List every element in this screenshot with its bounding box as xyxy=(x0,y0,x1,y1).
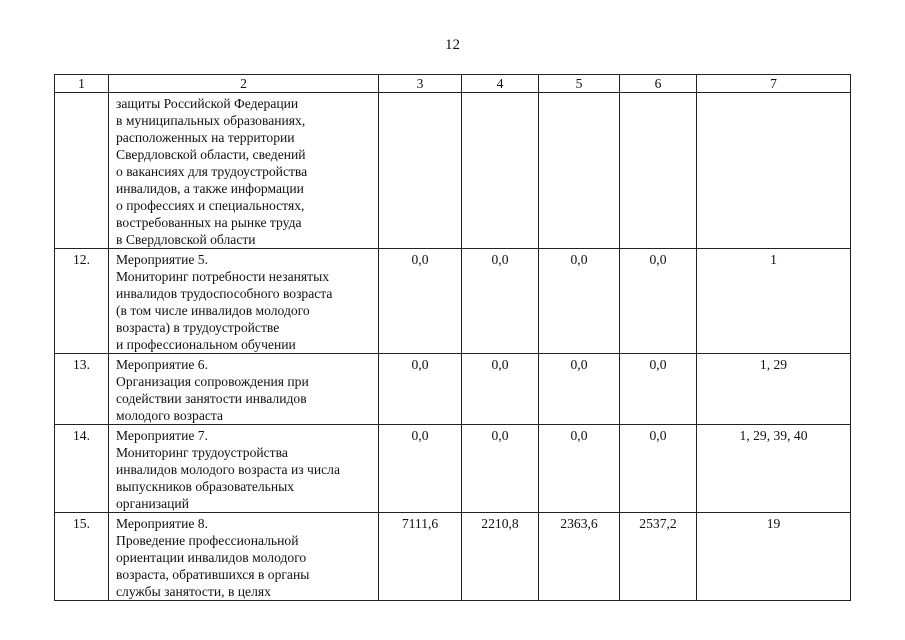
description-line: и профессиональном обучении xyxy=(116,337,296,352)
value-cell-col4 xyxy=(462,93,539,249)
value-cell-col4: 0,0 xyxy=(462,425,539,513)
page-number: 12 xyxy=(445,37,460,53)
header-cell-1: 1 xyxy=(55,75,109,93)
activity-description xyxy=(109,425,379,513)
row-number: 15. xyxy=(55,513,109,601)
header-cell-6: 6 xyxy=(620,75,697,93)
program-table xyxy=(54,74,851,601)
description-line: Мероприятие 7. xyxy=(116,428,208,443)
value-cell-col3: 7111,6 xyxy=(379,513,462,601)
row-number: 12. xyxy=(55,249,109,354)
value-cell-col3: 0,0 xyxy=(379,249,462,354)
description-line: организаций xyxy=(116,496,189,511)
value-cell-col6: 0,0 xyxy=(620,249,697,354)
description-line: востребованных на рынке труда xyxy=(116,215,302,230)
description-line: выпускников образовательных xyxy=(116,479,295,494)
row-number: 14. xyxy=(55,425,109,513)
description-line: инвалидов, а также информации xyxy=(116,181,304,196)
value-cell-col5 xyxy=(539,93,620,249)
activity-description xyxy=(109,249,379,354)
value-cell-col4: 0,0 xyxy=(462,249,539,354)
activity-description xyxy=(109,93,379,249)
description-line: защиты Российской Федерации xyxy=(116,96,299,111)
description-line: расположенных на территории xyxy=(116,130,295,145)
description-line: Организация сопровождения при xyxy=(116,374,309,389)
header-cell-4: 4 xyxy=(462,75,539,93)
description-line: Свердловской области, сведений xyxy=(116,147,306,162)
table-row xyxy=(55,425,851,513)
description-line: ориентации инвалидов молодого xyxy=(116,550,307,565)
description-line: содействии занятости инвалидов xyxy=(116,391,307,406)
description-line: инвалидов трудоспособного возраста xyxy=(116,286,333,301)
value-cell-col5: 0,0 xyxy=(539,249,620,354)
description-line: Мониторинг потребности незанятых xyxy=(116,269,330,284)
value-cell-col6: 0,0 xyxy=(620,354,697,425)
row-number: 13. xyxy=(55,354,109,425)
reference-cell xyxy=(697,93,851,249)
description-line: (в том числе инвалидов молодого xyxy=(116,303,310,318)
description-line: Проведение профессиональной xyxy=(116,533,299,548)
value-cell-col4: 0,0 xyxy=(462,354,539,425)
value-cell-col5: 0,0 xyxy=(539,354,620,425)
activity-description xyxy=(109,513,379,601)
table-header-row xyxy=(55,75,851,93)
description-line: в муниципальных образованиях, xyxy=(116,113,306,128)
description-line: Мероприятие 6. xyxy=(116,357,208,372)
value-cell-col5: 2363,6 xyxy=(539,513,620,601)
description-line: о вакансиях для трудоустройства xyxy=(116,164,308,179)
description-line: в Свердловской области xyxy=(116,232,256,247)
row-number xyxy=(55,93,109,249)
description-line: Мероприятие 5. xyxy=(116,252,208,267)
table-row xyxy=(55,93,851,249)
value-cell-col3: 0,0 xyxy=(379,425,462,513)
header-cell-3: 3 xyxy=(379,75,462,93)
value-cell-col3 xyxy=(379,93,462,249)
table-row xyxy=(55,513,851,601)
activity-description xyxy=(109,354,379,425)
value-cell-col4: 2210,8 xyxy=(462,513,539,601)
reference-cell: 1, 29 xyxy=(697,354,851,425)
header-cell-5: 5 xyxy=(539,75,620,93)
value-cell-col6: 0,0 xyxy=(620,425,697,513)
reference-cell: 1 xyxy=(697,249,851,354)
description-line: возраста) в трудоустройстве xyxy=(116,320,280,335)
header-cell-2: 2 xyxy=(109,75,379,93)
header-cell-7: 7 xyxy=(697,75,851,93)
description-line: возраста, обратившихся в органы xyxy=(116,567,310,582)
description-line: о профессиях и специальностях, xyxy=(116,198,305,213)
value-cell-col6: 2537,2 xyxy=(620,513,697,601)
value-cell-col3: 0,0 xyxy=(379,354,462,425)
description-line: Мониторинг трудоустройства xyxy=(116,445,288,460)
table-row xyxy=(55,354,851,425)
description-line: Мероприятие 8. xyxy=(116,516,208,531)
reference-cell: 1, 29, 39, 40 xyxy=(697,425,851,513)
table-row xyxy=(55,249,851,354)
reference-cell: 19 xyxy=(697,513,851,601)
value-cell-col6 xyxy=(620,93,697,249)
description-line: инвалидов молодого возраста из числа xyxy=(116,462,340,477)
description-line: молодого возраста xyxy=(116,408,224,423)
value-cell-col5: 0,0 xyxy=(539,425,620,513)
description-line: службы занятости, в целях xyxy=(116,584,271,599)
